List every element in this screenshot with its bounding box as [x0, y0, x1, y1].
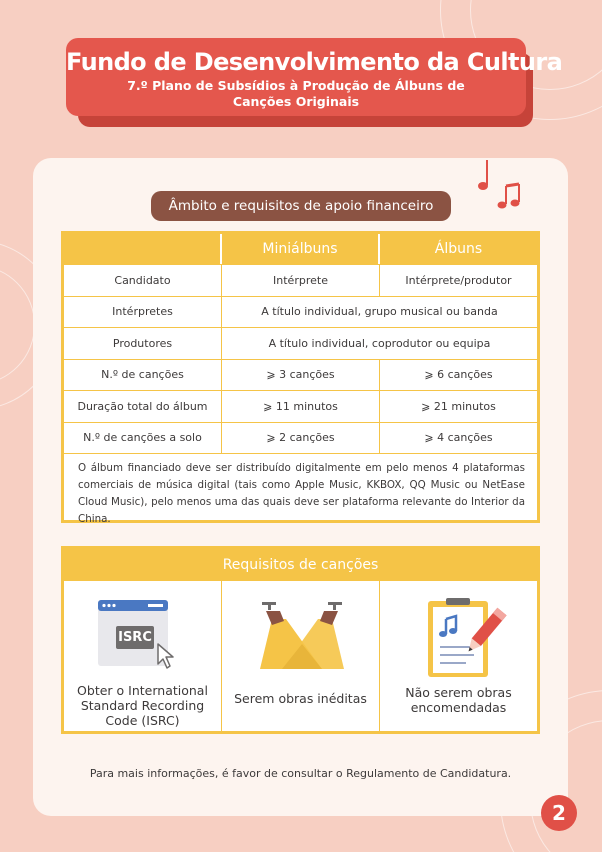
requirement-label: Não serem obras — [405, 685, 512, 700]
table-row — [64, 296, 537, 328]
distribution-note: O álbum financiado deve ser distribuído digitalmente em pelo menos 4 plataformas comerciais de música digital (tais como Apple Music, KKBOX, QQ Music ou NetEase Cloud Music), pelo menos uma das quais deve ser plataforma relevante do Interior da China. — [64, 453, 537, 523]
section-title-song-requirements: Requisitos de canções — [64, 549, 537, 581]
song-requirements-table — [61, 546, 540, 734]
table-row — [64, 264, 537, 296]
row-album-value: ⩾ 4 canções — [424, 431, 493, 445]
requirement-isrc — [64, 581, 221, 731]
table-header-empty — [64, 234, 222, 264]
table-header-albums: Álbuns — [434, 241, 483, 257]
table-header-minialbums: Miniálbuns — [222, 234, 380, 264]
row-span-value: A título individual, grupo musical ou banda — [261, 305, 498, 319]
music-sheet-pencil-icon — [422, 597, 508, 681]
row-label: Duração total do álbum — [64, 391, 222, 422]
table-row — [64, 422, 537, 454]
page-subtitle-line2: Canções Originais — [232, 94, 360, 109]
requirement-label: Code (ISRC) — [105, 713, 180, 728]
requirements-table — [61, 231, 540, 523]
row-mini-value: Intérprete — [222, 265, 380, 296]
spotlight-stage-icon — [258, 599, 346, 675]
row-label: Produtores — [64, 328, 222, 359]
requirement-label: Standard Recording — [80, 698, 205, 713]
requirement-label: encomendadas — [410, 700, 507, 715]
table-row — [64, 327, 537, 359]
requirement-unpublished — [221, 581, 379, 731]
requirement-label: Obter o International — [77, 683, 208, 698]
requirement-not-commissioned — [379, 581, 537, 731]
row-label: Intérpretes — [64, 297, 222, 328]
row-album-value: ⩾ 21 minutos — [421, 399, 496, 413]
row-span-value: A título individual, coprodutor ou equipa — [268, 336, 491, 350]
row-label: N.º de canções — [64, 360, 222, 391]
table-row — [64, 359, 537, 391]
page-subtitle-line1: 7.º Plano de Subsídios à Produção de Álbuns de — [127, 78, 465, 93]
row-album-value: ⩾ 6 canções — [424, 368, 493, 382]
row-mini-value: ⩾ 3 canções — [222, 360, 380, 391]
music-note-icon — [476, 158, 494, 194]
page-number-badge: 2 — [541, 795, 577, 831]
row-label: Candidato — [64, 265, 222, 296]
requirement-label: Serem obras inéditas — [234, 691, 367, 706]
row-mini-value: ⩾ 2 canções — [222, 423, 380, 454]
double-music-note-icon — [497, 182, 525, 212]
table-row — [64, 390, 537, 422]
row-label: N.º de canções a solo — [64, 423, 222, 454]
row-mini-value: ⩾ 11 minutos — [222, 391, 380, 422]
song-requirements-body — [64, 581, 537, 731]
isrc-badge-text: ISRC — [118, 630, 152, 645]
section-title-financial-support: Âmbito e requisitos de apoio financeiro — [151, 191, 451, 221]
row-album-value: Intérprete/produtor — [405, 273, 512, 287]
table-header-row — [64, 234, 537, 264]
footer-info-text: Para mais informações, é favor de consultar o Regulamento de Candidatura. — [89, 767, 512, 780]
title-banner — [66, 38, 563, 116]
page-title: Fundo de Desenvolvimento da Cultura — [66, 48, 563, 76]
